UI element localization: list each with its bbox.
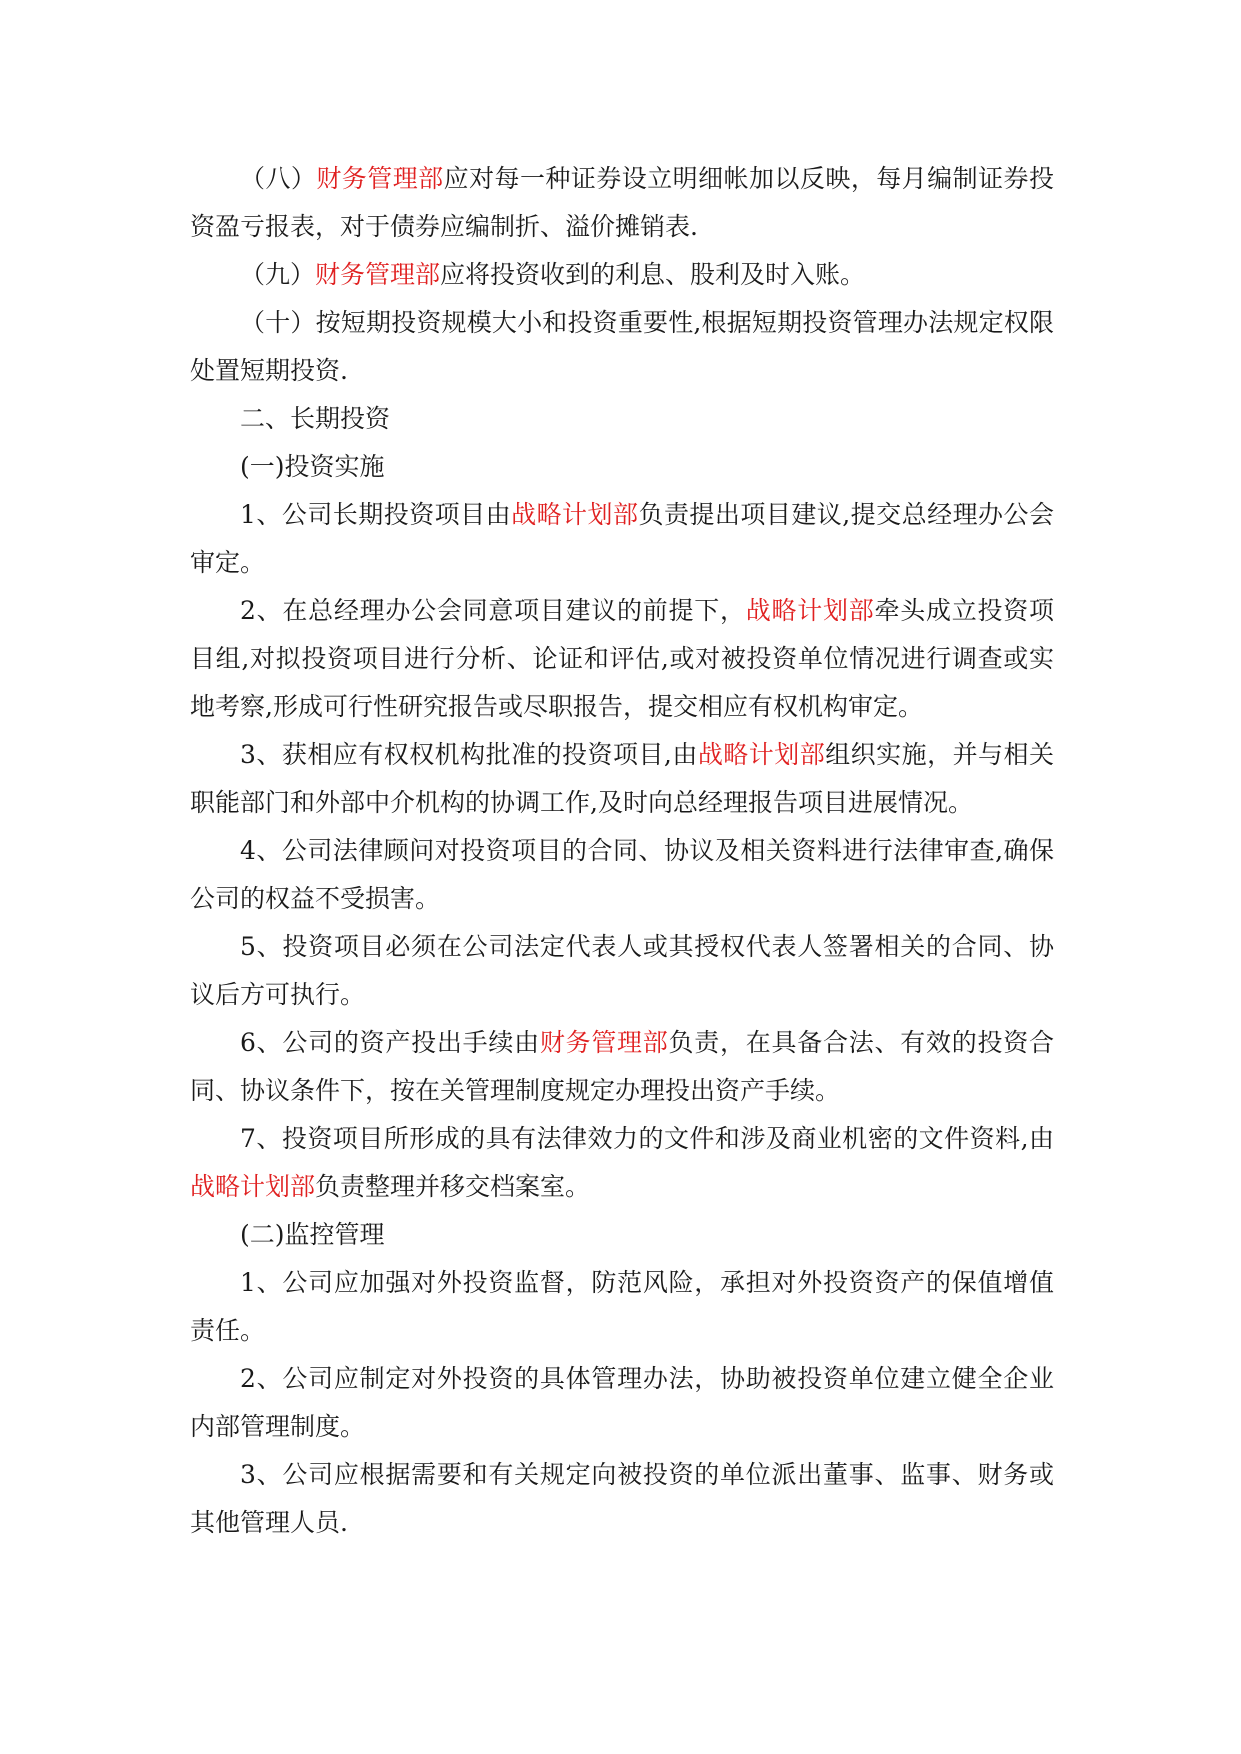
- item-3-text: 组织实施，并与相关职能部门和外部中介机构的协调工作,及时向总经理报告项目进展情况。: [190, 740, 1054, 817]
- document-page: [190, 155, 1054, 1547]
- item-6-prefix: 6、公司的资产投出手续由: [240, 1028, 540, 1057]
- item-3-prefix: 3、获相应有权权机构批准的投资项目,由: [240, 740, 698, 769]
- paragraph-9: [190, 251, 1054, 299]
- item-7: [190, 1115, 1054, 1211]
- section-heading-text: 二、长期投资: [240, 404, 391, 433]
- monitor-item-1-text: 1、公司应加强对外投资监督，防范风险，承担对外投资资产的保值增值责任。: [190, 1268, 1054, 1345]
- dept-highlight: 战略计划部: [190, 1172, 316, 1201]
- paragraph-8-prefix: （八）: [240, 164, 317, 193]
- subsection-heading-monitoring: [190, 1211, 1054, 1259]
- monitor-item-3-text: 3、公司应根据需要和有关规定向被投资的单位派出董事、监事、财务或其他管理人员.: [190, 1460, 1054, 1537]
- paragraph-10: [190, 299, 1054, 395]
- item-4: [190, 827, 1054, 923]
- dept-highlight: 财务管理部: [315, 260, 441, 289]
- paragraph-9-text: 应将投资收到的利息、股利及时入账。: [440, 260, 866, 289]
- item-6-text: 负责，在具备合法、有效的投资合同、协议条件下，按在关管理制度规定办理投出资产手续。: [190, 1028, 1054, 1105]
- item-3: [190, 731, 1054, 827]
- item-2: [190, 587, 1054, 731]
- item-6: [190, 1019, 1054, 1115]
- dept-highlight: 财务管理部: [539, 1028, 669, 1057]
- dept-highlight: 战略计划部: [745, 596, 875, 625]
- subsection-heading-implementation: [190, 443, 1054, 491]
- monitor-item-1: [190, 1259, 1054, 1355]
- item-5-text: 5、投资项目必须在公司法定代表人或其授权代表人签署相关的合同、协议后方可执行。: [190, 932, 1054, 1009]
- item-4-text: 4、公司法律顾问对投资项目的合同、协议及相关资料进行法律审查,确保公司的权益不受损害。: [190, 836, 1054, 913]
- item-2-prefix: 2、在总经理办公会同意项目建议的前提下，: [240, 596, 746, 625]
- monitor-item-3: [190, 1451, 1054, 1547]
- item-1-text: 负责提出项目建议,提交总经理办公会审定。: [190, 500, 1054, 577]
- paragraph-10-text: （十）按短期投资规模大小和投资重要性,根据短期投资管理办法规定权限处置短期投资.: [190, 308, 1054, 385]
- section-heading-long-term: [190, 395, 1054, 443]
- dept-highlight: 财务管理部: [316, 164, 444, 193]
- monitor-item-2-text: 2、公司应制定对外投资的具体管理办法，协助被投资单位建立健全企业内部管理制度。: [190, 1364, 1054, 1441]
- dept-highlight: 战略计划部: [697, 740, 826, 769]
- item-2-text: 牵头成立投资项目组,对拟投资项目进行分析、论证和评估,或对被投资单位情况进行调查或实地考察,形成可行性研究报告或尽职报告，提交相应有权机构审定。: [190, 596, 1054, 721]
- paragraph-8-text: 应对每一种证券设立明细帐加以反映，每月编制证券投资盈亏报表，对于债券应编制折、溢价摊销表.: [190, 164, 1054, 241]
- item-1: [190, 491, 1054, 587]
- item-7-prefix: 7、投资项目所形成的具有法律效力的文件和涉及商业机密的文件资料,由: [240, 1124, 1054, 1153]
- subsection-heading-text: (一)投资实施: [240, 452, 385, 481]
- item-7-text: 负责整理并移交档案室。: [315, 1172, 591, 1201]
- item-1-prefix: 1、公司长期投资项目由: [240, 500, 512, 529]
- monitor-item-2: [190, 1355, 1054, 1451]
- paragraph-9-prefix: （九）: [240, 260, 316, 289]
- dept-highlight: 战略计划部: [511, 500, 639, 529]
- item-5: [190, 923, 1054, 1019]
- paragraph-8: [190, 155, 1054, 251]
- subsection-heading-text: (二)监控管理: [240, 1220, 385, 1249]
